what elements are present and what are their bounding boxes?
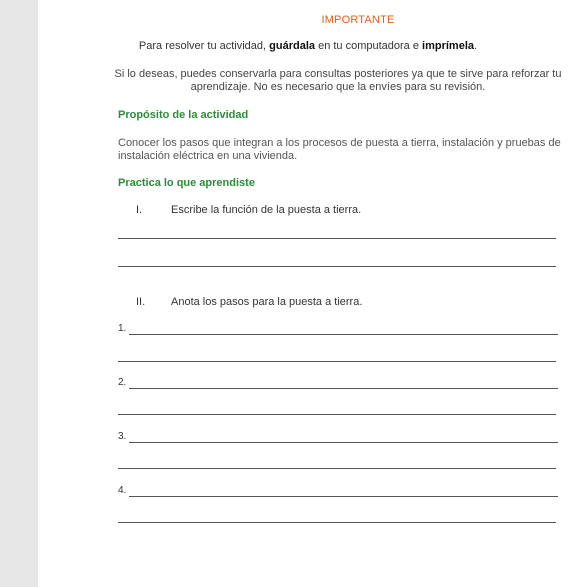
question-1 [136, 204, 436, 218]
step-underline [129, 496, 558, 497]
question-2-text: Anota los pasos para la puesta a tierra. [171, 296, 363, 308]
answer-line[interactable] [118, 266, 556, 267]
answer-line[interactable] [118, 361, 556, 362]
answer-line[interactable] [118, 238, 556, 239]
step-line-2[interactable] [118, 377, 558, 391]
intro-bold-save: guárdala [269, 40, 316, 52]
question-1-number: I. [136, 204, 143, 216]
intro-bold-print: imprímela [422, 40, 474, 52]
step-underline [129, 442, 558, 443]
step-number: 2. [118, 377, 127, 388]
step-number: 1. [118, 323, 127, 334]
step-line-1[interactable] [118, 323, 558, 337]
practice-heading: Practica lo que aprendiste [118, 177, 255, 189]
answer-line[interactable] [118, 468, 556, 469]
question-1-text: Escribe la función de la puesta a tierra. [171, 204, 362, 216]
step-underline [129, 388, 558, 389]
intro-note: Si lo deseas, puedes conservarla para consultas posteriores ya que te sirve para reforzar tu aprendizaje. No es necesario que la envíes para su revisión. [114, 68, 562, 93]
document-page [38, 0, 577, 587]
step-number: 4. [118, 485, 127, 496]
purpose-text: Conocer los pasos que integran a los procesos de puesta a tierra, instalación y pruebas de instalación eléctrica en una vivienda. [118, 137, 561, 162]
step-underline [129, 334, 558, 335]
intro-text-1: Para resolver tu actividad, [138, 40, 270, 52]
question-2-number: II. [136, 296, 146, 308]
intro-instructions [98, 40, 518, 52]
intro-text-3: . [474, 40, 478, 52]
answer-line[interactable] [118, 522, 556, 523]
step-number: 3. [118, 431, 127, 442]
step-line-3[interactable] [118, 431, 558, 445]
intro-text-2: en tu computadora e [315, 40, 423, 52]
step-line-4[interactable] [118, 485, 558, 499]
purpose-heading: Propósito de la actividad [118, 109, 249, 121]
question-2 [136, 296, 436, 310]
answer-line[interactable] [118, 414, 556, 415]
important-title: IMPORTANTE [321, 14, 395, 26]
